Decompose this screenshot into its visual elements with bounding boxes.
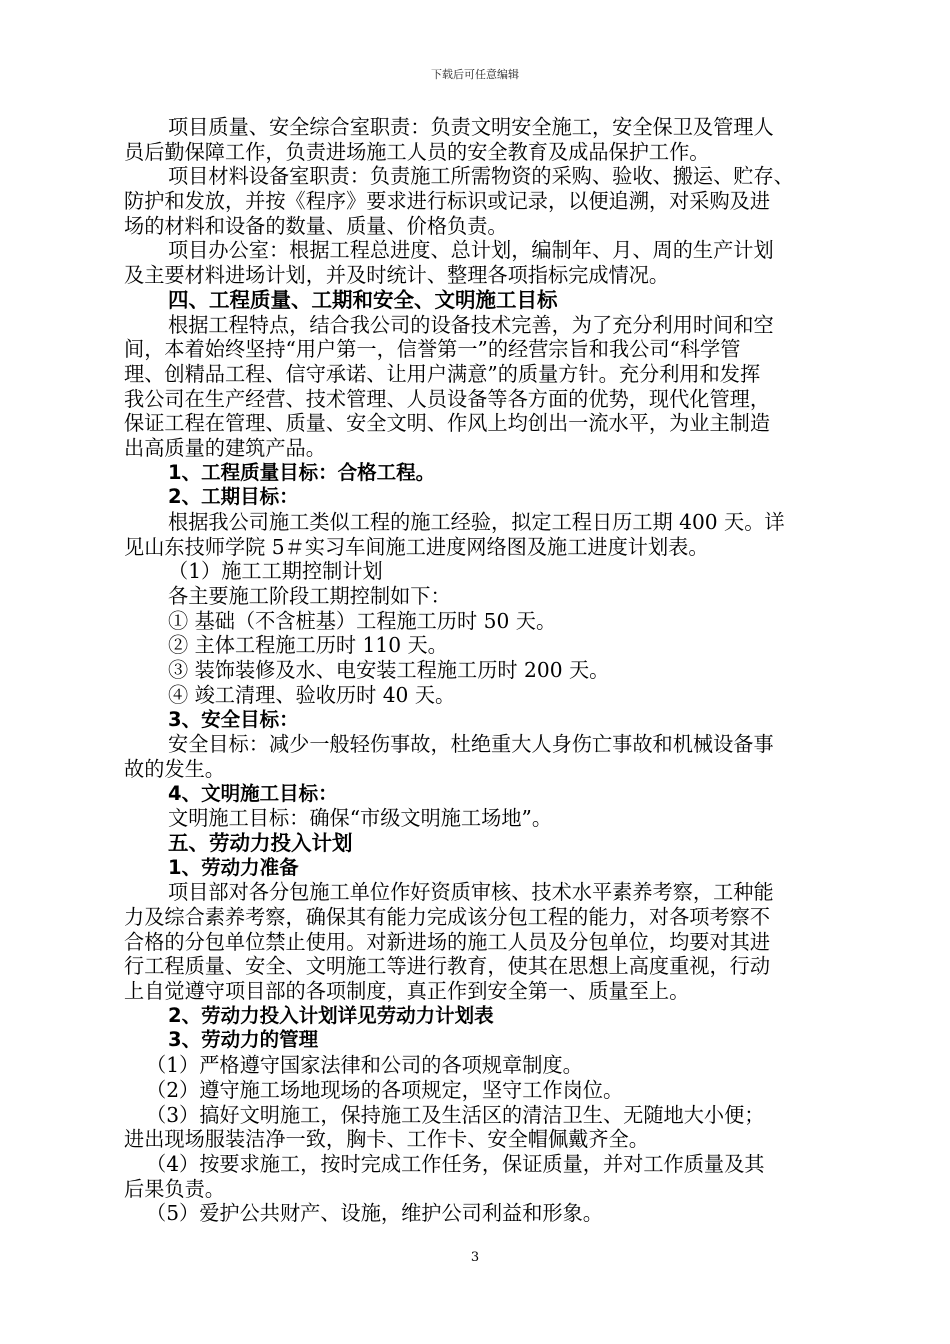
text-line: ④ 竣工清理、验收历时 40 天。 (168, 682, 456, 707)
text-line: 后果负责。 (124, 1176, 225, 1201)
text-line: 1、工程质量目标：合格工程。 (168, 460, 436, 484)
text-line: 出高质量的建筑产品。 (124, 435, 326, 460)
text-line: （1）严格遵守国家法律和公司的各项规章制度。 (146, 1053, 583, 1078)
text-line: （2）遵守施工场地现场的各项规定，坚守工作岗位。 (146, 1077, 624, 1102)
text-line: 上自觉遵守项目部的各项制度，真正作到安全第一、质量至上。 (124, 979, 690, 1004)
text-line: 及主要材料进场计划，并及时统计、整理各项指标完成情况。 (124, 263, 670, 288)
page-header: 下载后可任意编辑 (431, 68, 519, 81)
text-line: 根据工程特点，结合我公司的设备技术完善，为了充分利用时间和空 (168, 312, 774, 337)
text-line: （1）施工工期控制计划 (168, 559, 383, 584)
text-line: 3、安全目标： (168, 707, 299, 731)
text-line: 见山东技师学院 5＃实习车间施工进度网络图及施工进度计划表。 (124, 534, 709, 559)
page-number: 3 (470, 1250, 480, 1265)
text-line: 理、创精品工程、信守承诺、让用户满意”的质量方针。充分利用和发挥 (124, 361, 761, 386)
text-line: 项目质量、安全综合室职责：负责文明安全施工，安全保卫及管理人 (168, 115, 774, 139)
text-line: 保证工程在管理、质量、安全文明、作风上均创出一流水平，为业主制造 (124, 411, 771, 436)
text-line: 项目办公室：根据工程总进度、总计划，编制年、月、周的生产计划 (168, 238, 774, 263)
text-line: 4、文明施工目标： (168, 781, 338, 805)
text-line: 安全目标：减少一般轻伤事故，杜绝重大人身伤亡事故和机械设备事 (168, 732, 774, 757)
text-line: 项目部对各分包施工单位作好资质审核、技术水平素养考察，工种能 (168, 880, 774, 905)
text-line: 根据我公司施工类似工程的施工经验，拟定工程日历工期 400 天。详 (168, 510, 785, 534)
text-line: 防护和发放，并按《程序》要求进行标识或记录，以便追溯，对采购及进 (124, 189, 771, 214)
document-body (124, 115, 854, 1226)
text-line: 1、劳动力准备 (168, 855, 299, 879)
text-line: （4）按要求施工，按时完成工作任务，保证质量，并对工作质量及其 (146, 1151, 765, 1176)
text-line: 四、工程质量、工期和安全、文明施工目标 (168, 287, 558, 312)
text-line: 2、劳动力投入计划详见劳动力计划表 (168, 1003, 494, 1027)
text-line: 3、劳动力的管理 (168, 1028, 319, 1052)
text-line: 2、工期目标： (168, 485, 299, 509)
text-line: 进出现场服装洁净一致，胸卡、工作卡、安全帽佩戴齐全。 (124, 1127, 649, 1152)
text-line: ① 基础（不含桩基）工程施工历时 50 天。 (168, 608, 557, 633)
text-line: 五、劳动力投入计划 (168, 830, 353, 855)
text-line: （3）搞好文明施工，保持施工及生活区的清洁卫生、无随地大小便； (146, 1102, 765, 1127)
text-line: ② 主体工程施工历时 110 天。 (168, 633, 448, 658)
text-line: 故的发生。 (124, 756, 225, 781)
text-line: 行工程质量、安全、文明施工等进行教育，使其在思想上高度重视，行动 (124, 954, 771, 979)
text-line: 场的材料和设备的数量、质量、价格负责。 (124, 213, 508, 238)
text-line: 文明施工目标：确保“市级文明施工场地”。 (168, 806, 553, 831)
text-line: 各主要施工阶段工期控制如下： (168, 584, 451, 609)
text-line: 合格的分包单位禁止使用。对新进场的施工人员及分包单位，均要对其进 (124, 929, 771, 954)
text-line: ③ 装饰装修及水、电安装工程施工历时 200 天。 (168, 658, 610, 683)
text-line: 我公司在生产经营、技术管理、人员设备等各方面的优势，现代化管理， (124, 386, 771, 411)
text-line: （5）爱护公共财产、设施，维护公司利益和形象。 (146, 1201, 603, 1226)
text-line: 间，本着始终坚持“用户第一，信誉第一”的经营宗旨和我公司“科学管 (124, 337, 741, 362)
text-line: 力及综合素养考察，确保其有能力完成该分包工程的能力，对各项考察不 (124, 905, 771, 929)
text-line: 员后勤保障工作，负责进场施工人员的安全教育及成品保护工作。 (124, 139, 710, 164)
text-line: 项目材料设备室职责：负责施工所需物资的采购、验收、搬运、贮存、 (168, 164, 794, 189)
